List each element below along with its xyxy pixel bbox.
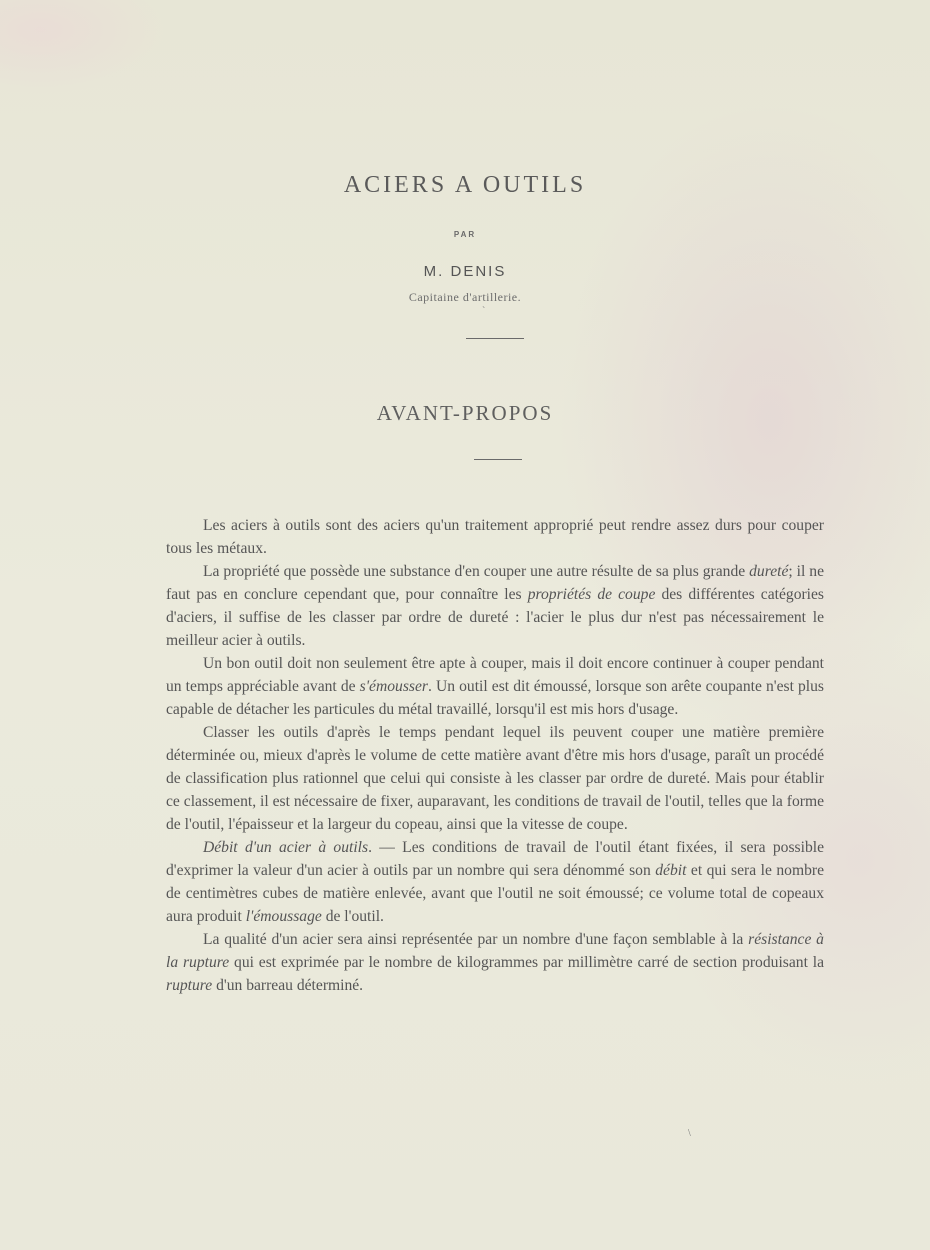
text-run: d'un barreau déterminé. (212, 977, 364, 994)
text-run: Les aciers à outils sont des aciers qu'un traitement approprié peut rendre assez durs pour couper tous les métaux. (166, 517, 824, 557)
ink-mark: \ (688, 1128, 691, 1139)
text-run: qui est exprimée par le nombre de kilogrammes par millimètre carré de section produisant la (229, 954, 824, 971)
paragraph (166, 721, 824, 836)
text-run: ; il ne faut pas en conclure cependant que, pour connaître les (166, 563, 825, 603)
italic-text: propriétés de coupe (527, 586, 656, 603)
italic-text: s'émousser (359, 678, 428, 695)
text-run: des différentes catégories d'aciers, il suffise de les classer par ordre de dureté : l'acier le plus dur n'est pas nécessairement le meilleur acier à outils. (166, 586, 825, 649)
italic-text: résistance à la rupture (166, 931, 824, 971)
text-run: . — Les conditions de travail de l'outil étant fixées, il sera possible d'exprimer la valeur d'un acier à outils par un nombre qui sera dénommé son (166, 839, 824, 879)
italic-text: l'émoussage (245, 908, 322, 925)
text-run: et qui sera le nombre de centimètres cubes de matière enlevée, avant que l'outil ne soit émoussé; ce volume total de copeaux aura produit (166, 862, 824, 925)
section-title: AVANT-PROPOS (376, 401, 554, 425)
ink-mark: ` (482, 306, 486, 317)
italic-text: dureté (749, 563, 789, 580)
italic-text: Débit d'un acier à outils (203, 839, 369, 856)
text-run: . Un outil est dit émoussé, lorsque son arête coupante n'est plus capable de détacher les particules du métal travaillé, lorsqu'il est mis hors d'usage. (166, 678, 824, 718)
italic-text: débit (655, 862, 687, 879)
paragraph (166, 514, 824, 560)
italic-text: rupture (166, 977, 213, 994)
divider-rule (474, 459, 522, 460)
text-run: La qualité d'un acier sera ainsi représentée par un nombre d'une façon semblable à la (203, 931, 749, 948)
by-label: PAR (453, 230, 477, 239)
paragraph (166, 836, 824, 928)
text-run: de l'outil. (321, 908, 384, 925)
text-run: La propriété que possède une substance d'en couper une autre résulte de sa plus grande (203, 563, 750, 580)
paragraph (166, 560, 824, 652)
divider-rule (466, 338, 524, 339)
article-title: ACIERS A OUTILS (343, 172, 587, 198)
body-text (166, 514, 824, 997)
paragraph (166, 928, 824, 997)
author-rank: Capitaine d'artillerie. (408, 290, 522, 304)
paragraph (166, 652, 824, 721)
text-run: Un bon outil doit non seulement être apte à couper, mais il doit encore continuer à couper pendant un temps appréciable avant de (166, 655, 824, 695)
text-run: Classer les outils d'après le temps pendant lequel ils peuvent couper une matière première déterminée ou, mieux d'après le volume de cette matière avant d'être mis hors d'usage, paraît un procédé de classification plus rationnel que celui qui consiste à les classer par ordre de dureté. Mais pour établir ce classement, il est nécessaire de fixer, auparavant, les conditions de travail de l'outil, telles que la forme de l'outil, l'épaisseur et la largeur du copeau, ainsi que la vitesse de coupe. (166, 724, 824, 833)
author-name: M. DENIS (423, 263, 507, 280)
